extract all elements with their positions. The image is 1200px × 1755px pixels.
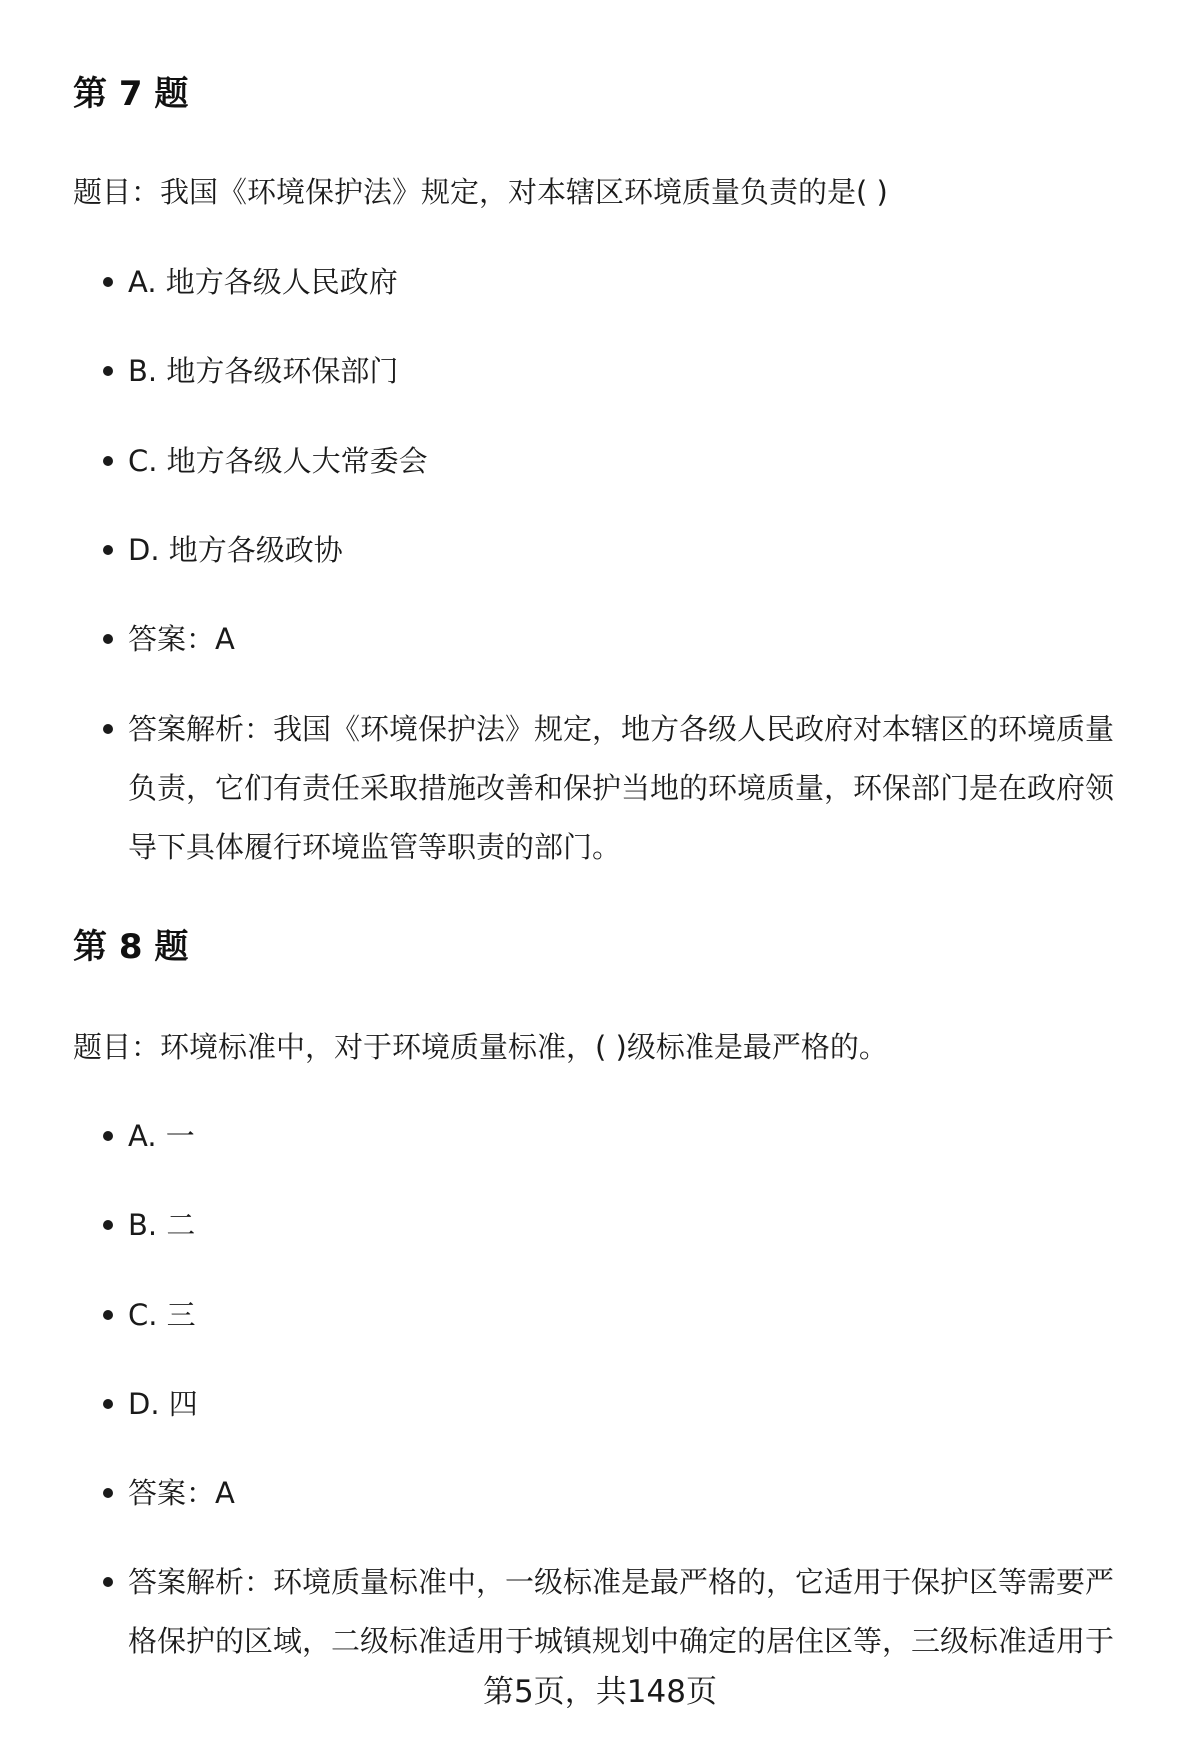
answer-analysis: 答案解析：环境质量标准中，一级标准是最严格的，它适用于保护区等需要严格保护的区域，二级标准适用于城镇规划中确定的居住区等，三级标准适用于: [128, 1553, 1140, 1671]
option-item: A. 地方各级人民政府: [128, 253, 1140, 312]
option-item: C. 三: [128, 1286, 1140, 1345]
option-item: B. 二: [128, 1196, 1140, 1255]
question-stem: 题目：我国《环境保护法》规定，对本辖区环境质量负责的是( ): [73, 175, 888, 209]
option-item: C. 地方各级人大常委会: [128, 432, 1140, 491]
answer-item: 答案：A: [128, 610, 1140, 669]
answer-analysis: 答案解析：我国《环境保护法》规定，地方各级人民政府对本辖区的环境质量负责，它们有责任采取措施改善和保护当地的环境质量，环保部门是在政府领导下具体履行环境监管等职责的部门。: [128, 700, 1140, 877]
option-item: D. 地方各级政协: [128, 521, 1140, 580]
option-item: D. 四: [128, 1375, 1140, 1434]
question-stem: 题目：环境标准中，对于环境质量标准，( )级标准是最严格的。: [73, 1030, 888, 1064]
question-title: 第 7 题: [73, 74, 189, 114]
question-title: 第 8 题: [73, 927, 189, 967]
option-item: A. 一: [128, 1107, 1140, 1166]
page-number: 第5页，共148页: [0, 1670, 1200, 1714]
option-item: B. 地方各级环保部门: [128, 342, 1140, 401]
answer-item: 答案：A: [128, 1464, 1140, 1523]
